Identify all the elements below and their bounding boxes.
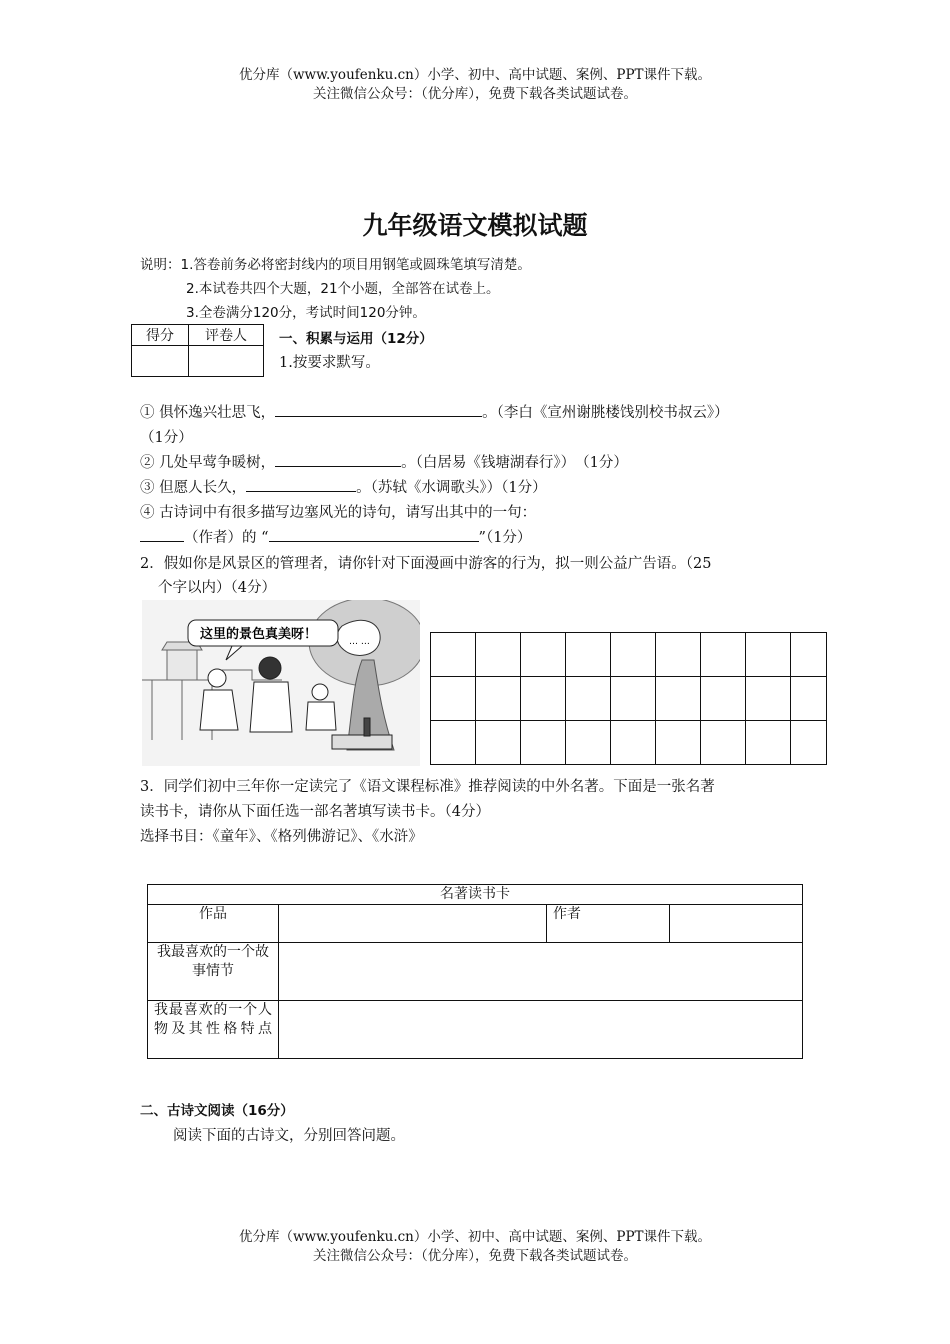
q1-item-1-source: 。（李白《宣州谢朓楼饯别校书叔云》）: [482, 405, 729, 421]
page-title: 九年级语文模拟试题: [362, 211, 588, 240]
grid-cell[interactable]: [521, 633, 566, 677]
grid-cell[interactable]: [656, 721, 701, 765]
grid-cell[interactable]: [566, 633, 611, 677]
q1-item-1-score: （1分）: [140, 430, 193, 446]
grid-cell[interactable]: [746, 677, 791, 721]
q3-line-2: 读书卡，请你从下面任选一部名著填写读书卡。（4分）: [140, 804, 490, 820]
cartoon-image: [142, 600, 420, 766]
grid-cell[interactable]: [656, 677, 701, 721]
author-field[interactable]: [670, 905, 803, 943]
speech-bubble-text: 这里的景色真美呀！: [200, 627, 318, 642]
work-label: 作品: [148, 905, 279, 943]
grid-cell[interactable]: [791, 721, 827, 765]
grid-cell[interactable]: [566, 721, 611, 765]
q1-item-3: [140, 476, 547, 497]
q1-item-1-blank[interactable]: [275, 402, 482, 417]
section1-heading: 一、积累与运用（12分）: [279, 331, 433, 347]
grid-cell[interactable]: [431, 677, 476, 721]
reading-card: [147, 884, 803, 1059]
grader-label: 评卷人: [189, 325, 264, 346]
answer-grid: [430, 632, 827, 765]
q1-item-4: ④ 古诗词中有很多描写边塞风光的诗句，请写出其中的一句：: [140, 505, 537, 521]
q1-item-3-source: 。（苏轼《水调歌头》）（1分）: [356, 480, 547, 496]
tree-bubble-text: … …: [349, 637, 370, 647]
grid-cell[interactable]: [521, 721, 566, 765]
story-field[interactable]: [279, 943, 803, 1001]
grid-cell[interactable]: [476, 633, 521, 677]
instruction-item: 3.全卷满分120分，考试时间120分钟。: [186, 305, 426, 321]
grid-cell[interactable]: [476, 721, 521, 765]
character-field[interactable]: [279, 1001, 803, 1059]
q1-item-4-end: ”（1分）: [478, 530, 532, 546]
q1-item-2-text: ② 几处早莺争暖树，: [140, 455, 276, 471]
instructions: [140, 253, 531, 273]
footer-line-2: 关注微信公众号：（优分库），免费下载各类试题试卷。: [313, 1248, 637, 1264]
grid-cell[interactable]: [431, 721, 476, 765]
q3-line-3: 选择书目：《童年》、《格列佛游记》、《水浒》: [140, 829, 423, 845]
score-label: 得分: [132, 325, 189, 346]
card-title: 名著读书卡: [148, 885, 803, 905]
grid-cell[interactable]: [746, 721, 791, 765]
story-label: 我最喜欢的一个故事情节: [148, 943, 279, 1001]
q1-item-3-blank[interactable]: [246, 477, 356, 492]
q1-item-1-text: ① 俱怀逸兴壮思飞，: [140, 405, 276, 421]
grid-cell[interactable]: [566, 677, 611, 721]
footer-line-1: 优分库（www.youfenku.cn）小学、初中、高中试题、案例、PPT课件下载。: [238, 1229, 712, 1245]
grid-cell[interactable]: [701, 721, 746, 765]
grid-cell[interactable]: [521, 677, 566, 721]
q1-item-4-answer: [140, 526, 531, 547]
header-line-1: 优分库（www.youfenku.cn）小学、初中、高中试题、案例、PPT课件下载。: [238, 67, 712, 83]
instructions-prefix: 说明：: [140, 257, 181, 273]
q2-line-2: 个字以内）（4分）: [158, 580, 276, 596]
q1-item-1: [140, 401, 729, 422]
q1-item-2-blank[interactable]: [275, 452, 401, 467]
q1-item-3-text: ③ 但愿人长久，: [140, 480, 247, 496]
header-line-2: 关注微信公众号：（优分库），免费下载各类试题试卷。: [313, 86, 637, 102]
grid-cell[interactable]: [611, 721, 656, 765]
grid-cell[interactable]: [701, 633, 746, 677]
grader-cell[interactable]: [189, 346, 264, 377]
section2-heading: 二、古诗文阅读（16分）: [140, 1103, 294, 1119]
grid-cell[interactable]: [791, 677, 827, 721]
score-box: [131, 324, 264, 377]
instruction-item: 2.本试卷共四个大题，21个小题，全部答在试卷上。: [186, 281, 500, 297]
grid-cell[interactable]: [611, 633, 656, 677]
grid-cell[interactable]: [791, 633, 827, 677]
grid-cell[interactable]: [611, 677, 656, 721]
grid-cell[interactable]: [431, 633, 476, 677]
grid-cell[interactable]: [476, 677, 521, 721]
verse-blank[interactable]: [269, 527, 479, 542]
author-blank[interactable]: [140, 527, 184, 542]
instruction-item: 1.答卷前务必将密封线内的项目用钢笔或圆珠笔填写清楚。: [180, 257, 531, 273]
q1-item-2: [140, 451, 628, 472]
q1-prompt: 1.按要求默写。: [279, 355, 380, 371]
q1-item-4-author: （作者）的 “: [184, 530, 269, 546]
grid-cell[interactable]: [701, 677, 746, 721]
score-cell[interactable]: [132, 346, 189, 377]
author-label: 作者: [547, 905, 670, 943]
q3-line-1: 3．同学们初中三年你一定读完了《语文课程标准》推荐阅读的中外名著。下面是一张名著: [140, 779, 715, 795]
character-label: 我最喜欢的一个人物及其性格特点: [148, 1001, 279, 1059]
q2-line-1: 2．假如你是风景区的管理者，请你针对下面漫画中游客的行为，拟一则公益广告语。（25: [140, 556, 712, 572]
section2-intro: 阅读下面的古诗文，分别回答问题。: [173, 1128, 405, 1144]
q1-item-2-source: 。（白居易《钱塘湖春行》） （1分）: [401, 455, 628, 471]
grid-cell[interactable]: [746, 633, 791, 677]
grid-cell[interactable]: [656, 633, 701, 677]
work-field[interactable]: [279, 905, 547, 943]
